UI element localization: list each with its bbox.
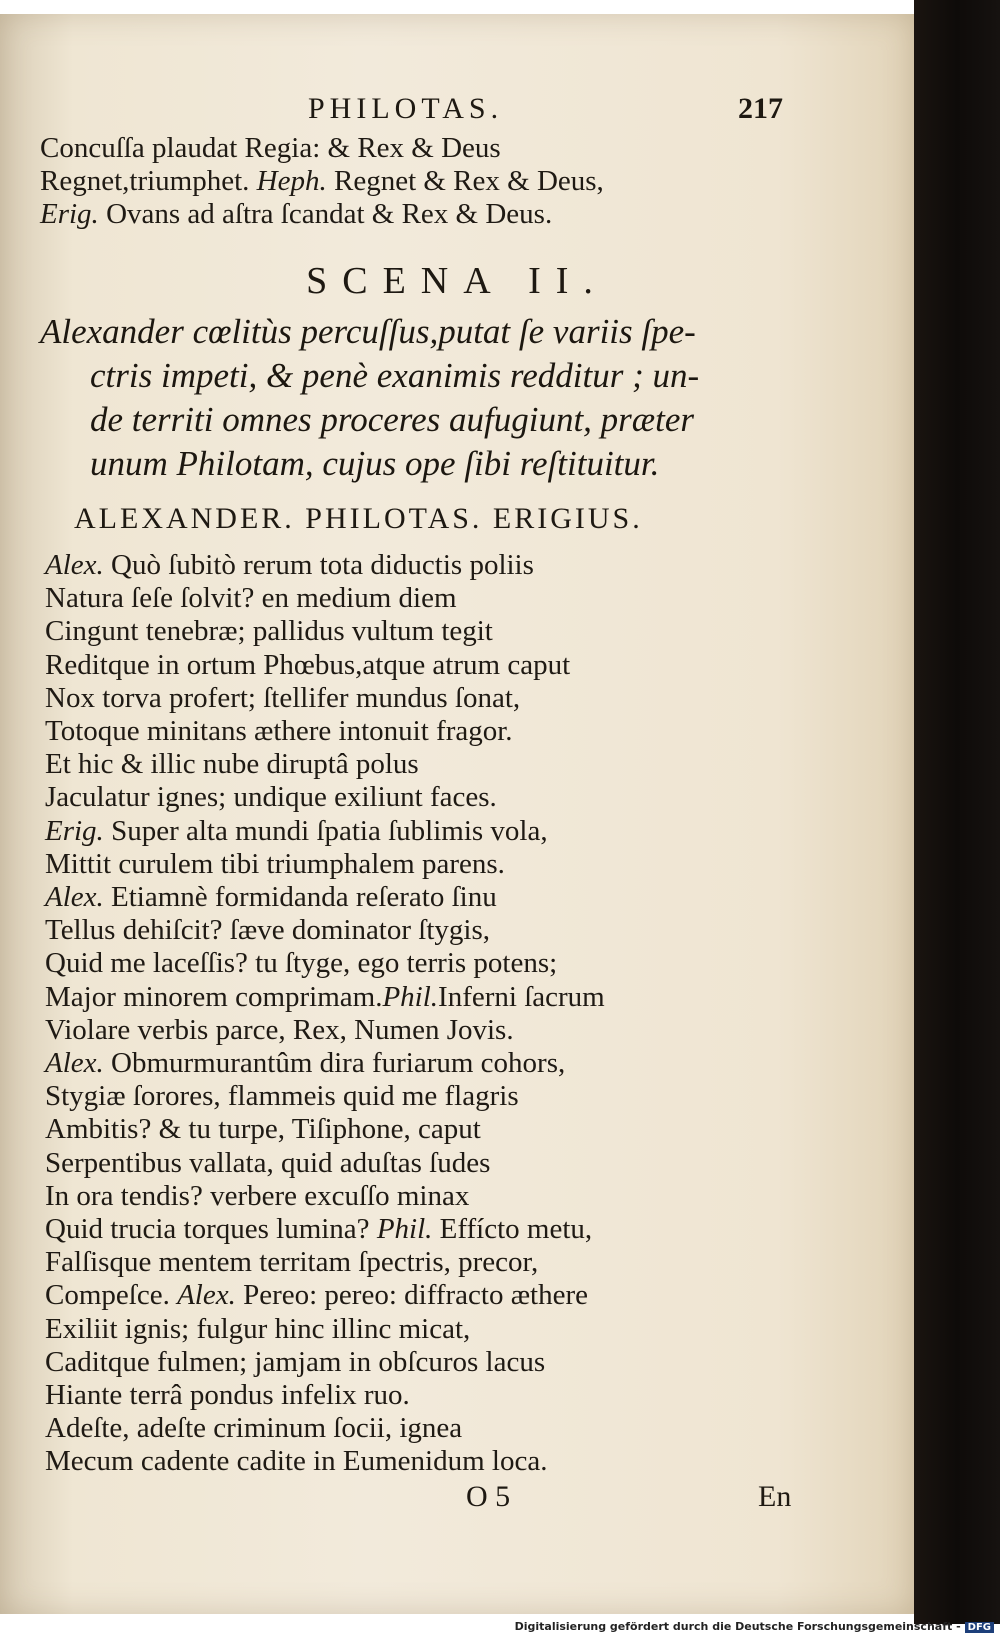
verse-line <box>40 198 800 231</box>
verse-line <box>40 1379 800 1412</box>
verse-text: Cingunt tenebræ; pallidus vultum tegit <box>45 615 493 648</box>
verse-line <box>40 1113 800 1146</box>
verse-line <box>40 881 800 914</box>
verse-text: Mecum cadente cadite in Eumenidum loca. <box>45 1445 548 1478</box>
verse-line <box>40 1047 800 1080</box>
verse-line <box>40 1147 800 1180</box>
verse-text: Obmurmurantûm dira furiarum cohors, <box>103 1047 566 1080</box>
page-header <box>0 92 914 132</box>
verse-text: Quid trucia torques lumina? <box>45 1213 377 1246</box>
verse-text: Totoque minitans æthere intonuit fragor. <box>45 715 513 748</box>
verse-text: Compeſce. <box>45 1279 178 1312</box>
verse-line <box>40 582 800 615</box>
scene-argument <box>40 310 800 486</box>
page-number: 217 <box>738 92 783 125</box>
verse-text: Major minorem comprimam. <box>45 980 383 1013</box>
verse-line <box>40 815 800 848</box>
running-title: PHILOTAS. <box>308 92 504 125</box>
speaker-name: Alex. <box>45 881 104 914</box>
verse-line <box>40 1445 800 1478</box>
verse-text: Reditque in ortum Phœbus,atque atrum caput <box>45 648 571 681</box>
verse-line <box>40 715 800 748</box>
verse-text: In ora tendis? verbere excuſſo minax <box>45 1179 470 1212</box>
verse-line <box>40 1412 800 1445</box>
verse-text: Super alta mundi ſpatia ſublimis vola, <box>103 814 548 847</box>
verse-text: Exiliit ignis; fulgur hinc illinc micat, <box>45 1312 471 1345</box>
speaker-name: Heph. <box>256 165 327 197</box>
verse-text: Caditque fulmen; jamjam in obſcuros lacus <box>45 1345 546 1378</box>
verse-line <box>40 781 800 814</box>
verse-text: Mittit curulem tibi triumphalem parens. <box>45 847 505 880</box>
verse-text: Ambitis? & tu turpe, Tiſiphone, caput <box>45 1113 481 1146</box>
funding-credit: Digitalisierung gefördert durch die Deutsche Forschungsgemeinschaft - <box>514 1620 961 1633</box>
verse-text: Effícto metu, <box>432 1213 593 1246</box>
speaker-name: Alex. <box>177 1279 236 1312</box>
verse-text: Ovans ad aſtra ſcandat & Rex & Deus. <box>98 198 553 230</box>
verse-text: Regnet,triumphet. <box>40 165 257 197</box>
speaker-name: Erig. <box>45 814 104 847</box>
verse-text: Jaculatur ignes; undique exiliunt faces. <box>45 781 497 814</box>
verse-text: Hiante terrâ pondus infelix ruo. <box>45 1379 410 1412</box>
book-spine <box>914 0 1000 1624</box>
verse-line <box>40 1080 800 1113</box>
verse-line <box>40 549 800 582</box>
verse-line <box>40 1014 800 1047</box>
dfg-logo: DFG <box>965 1622 994 1633</box>
speaker-name: Alex. <box>45 1047 104 1080</box>
verse-line <box>40 132 800 165</box>
verse-text: Tellus dehiſcit? ſæve dominator ſtygis, <box>45 914 490 947</box>
dramatis-personae: ALEXANDER. PHILOTAS. ERIGIUS. <box>74 502 643 535</box>
speaker-name: Phil. <box>376 1213 433 1246</box>
verse-text: Et hic & illic nube diruptâ polus <box>45 748 419 781</box>
verse-text: Nox torva profert; ſtellifer mundus ſonat, <box>45 681 521 714</box>
verse-text: Inferni ſacrum <box>438 980 605 1013</box>
verse-text: Regnet & Rex & Deus, <box>326 165 604 197</box>
verse-line <box>40 649 800 682</box>
book-page <box>0 14 914 1614</box>
verse-text: Natura ſeſe ſolvit? en medium diem <box>45 582 457 615</box>
verse-line <box>40 682 800 715</box>
verse-line <box>40 1279 800 1312</box>
signature-mark: O 5 <box>466 1480 511 1513</box>
verse-text: Quid me laceſſis? tu ſtyge, ego terris potens; <box>45 947 558 980</box>
verse-text: Serpentibus vallata, quid aduſtas ſudes <box>45 1146 491 1179</box>
verse-line <box>40 1246 800 1279</box>
scene-title: SCENA II. <box>306 260 608 302</box>
verse-line <box>40 1346 800 1379</box>
argument-line: unum Philotam, cujus ope ſibi reſtituitur. <box>90 444 660 483</box>
digitization-footer <box>0 1620 1000 1636</box>
speaker-name: Phil. <box>382 980 439 1013</box>
verse-line <box>40 914 800 947</box>
opening-lines <box>40 132 800 231</box>
verse-line <box>40 165 800 198</box>
verse-line <box>40 748 800 781</box>
verse-line <box>40 615 800 648</box>
verse-text: Adeſte, adeſte criminum ſocii, ignea <box>45 1412 463 1445</box>
verse-text: Stygiæ ſorores, flammeis quid me flagris <box>45 1080 519 1113</box>
verse-text: Concuſſa plaudat Regia: & Rex & Deus <box>40 132 501 164</box>
argument-line: Alexander cœlitùs percuſſus,putat ſe variis ſpe- <box>40 312 696 351</box>
verse-text: Etiamnè formidanda reſerato ſinu <box>103 881 497 914</box>
speaker-name: Erig. <box>40 198 99 230</box>
verse-block <box>40 549 800 1479</box>
argument-line: de territi omnes proceres aufugiunt, præter <box>90 400 695 439</box>
verse-line <box>40 981 800 1014</box>
speaker-name: Alex. <box>45 549 104 581</box>
verse-line <box>40 1313 800 1346</box>
verse-line <box>40 848 800 881</box>
verse-line <box>40 947 800 980</box>
verse-line <box>40 1180 800 1213</box>
verse-line <box>40 1213 800 1246</box>
argument-line: ctris impeti, & penè exanimis redditur ; un- <box>90 356 700 395</box>
verse-text: Violare verbis parce, Rex, Numen Jovis. <box>45 1013 514 1046</box>
catchword: En <box>758 1480 792 1513</box>
verse-text: Quò ſubitò rerum tota diductis poliis <box>103 549 534 581</box>
verse-text: Pereo: pereo: diffracto æthere <box>235 1279 588 1312</box>
verse-text: Falſisque mentem territam ſpectris, precor, <box>45 1246 539 1279</box>
